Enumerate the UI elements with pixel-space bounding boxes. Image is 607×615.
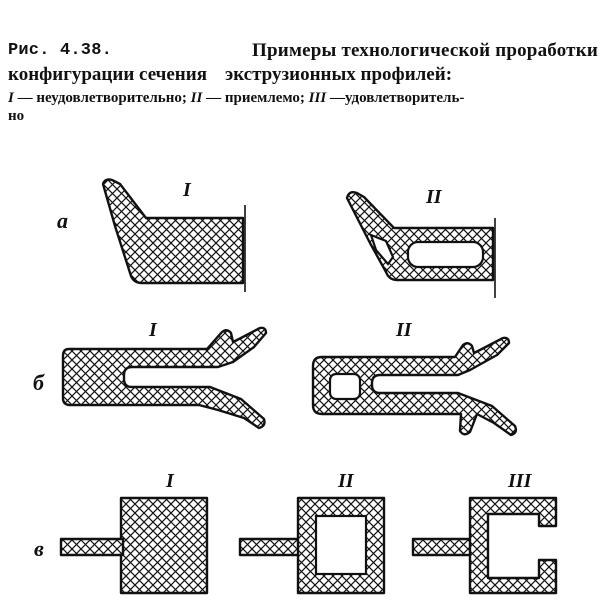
caption-title-part2b: экструзионных профилей:: [224, 64, 453, 85]
legend-I-num: I: [8, 90, 14, 106]
row-c-label: в: [34, 536, 44, 561]
row-c-variant-I-label: I: [166, 470, 174, 492]
legend-II-num: II: [190, 90, 203, 106]
row-b-profile-I: [63, 328, 266, 428]
caption-label: Рис. 4.38.: [8, 41, 113, 60]
row-c-variant-III-label: III: [508, 470, 532, 492]
row-b-profile-II: [313, 338, 516, 435]
row-b-label: б: [33, 370, 44, 395]
legend-II-text: — приемлемо;: [202, 90, 309, 106]
legend-I-text: — неудовлетворительно;: [13, 90, 191, 106]
caption-legend-tail: но: [8, 108, 25, 124]
row-c-profile-I: [61, 498, 207, 593]
row-a-variant-II-label: II: [426, 186, 442, 208]
row-a-label: а: [57, 208, 68, 233]
row-a-profile-II: [347, 192, 495, 298]
caption-title-part1: Примеры технологической проработки: [252, 40, 598, 61]
row-b-variant-II-label: II: [396, 319, 412, 341]
row-a-variant-I-label: I: [183, 179, 191, 201]
row-a-profile-I: [103, 180, 245, 293]
legend-III-text: —удовлетворитель-: [326, 90, 465, 106]
row-c-variant-II-label: II: [338, 470, 354, 492]
row-b-variant-I-label: I: [149, 319, 157, 341]
row-c-profile-II: [240, 498, 384, 593]
caption-title-part2a: конфигурации сечения: [8, 64, 207, 85]
legend-III-num: III: [308, 90, 327, 106]
row-c-profile-III: [413, 498, 556, 593]
